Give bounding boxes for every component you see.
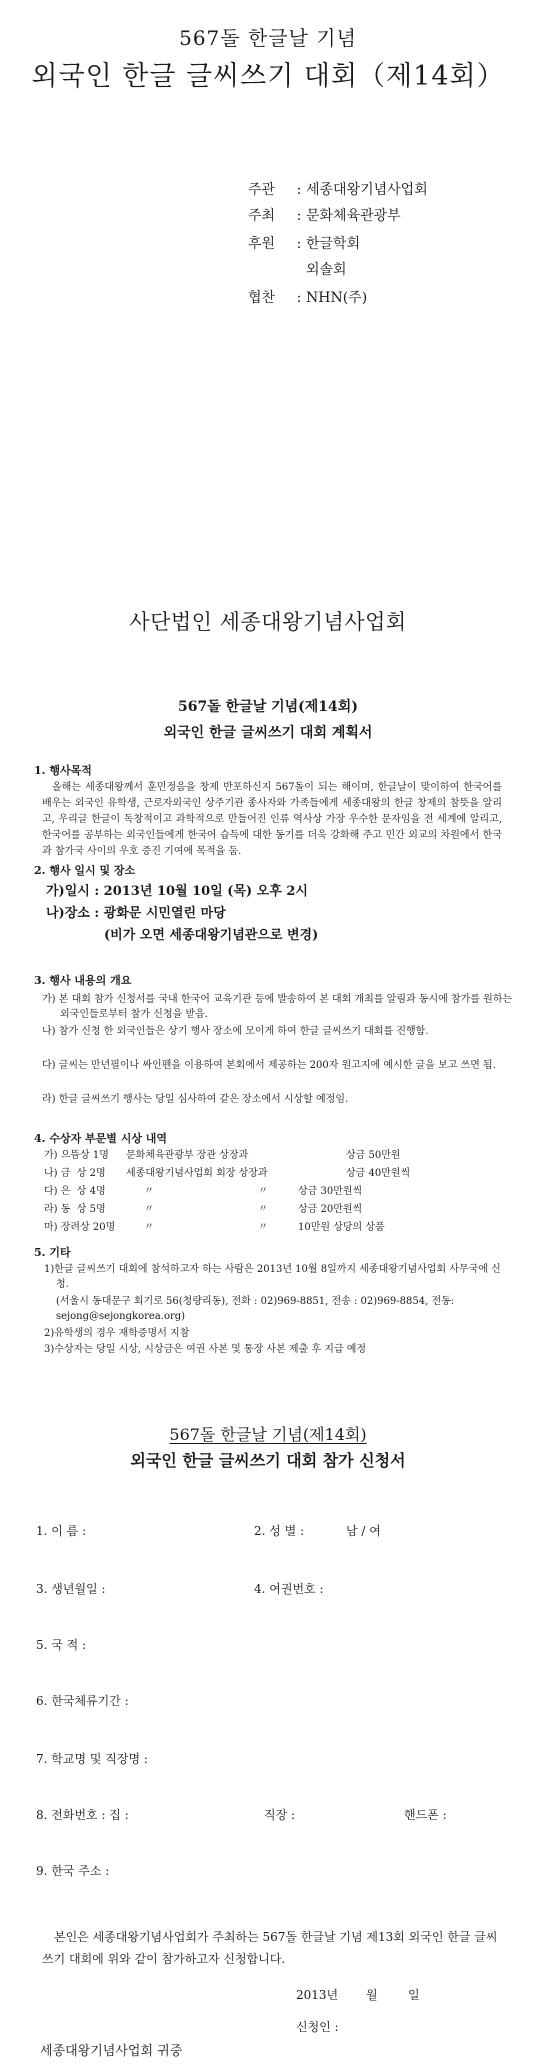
applicant-signature: 신청인 : [296,2020,339,2034]
date-month: 월 [366,1988,378,2002]
form-title-line2: 외국인 한글 글씨쓰기 대회 참가 신청서 [130,1451,406,1470]
section-purpose-heading: 1. 행사목적 [34,764,92,777]
event-place: 나)장소 : 광화문 시민열린 마당 [46,906,226,921]
form-title-line1: 567돌 한글날 기념(제14회) [169,1425,367,1444]
organizer-sponsor: 주최 : 문화체육관광부 [248,208,401,224]
organizer-support: 후원 : 한글학회 [248,236,361,252]
section-schedule-heading: 2. 행사 일시 및 장소 [34,864,136,877]
organizer-support-2: 외솔회 [306,262,347,278]
overview-item: 나) 참가 신청 한 외국인들은 상기 행사 장소에 모이게 하여 한글 글씨쓰기 대회를 진행함. [42,1026,429,1037]
event-rain-note: (비가 오면 세종대왕기념관으로 변경) [104,928,319,943]
field-phone: 8. 전화번호 : 집 : [36,1808,129,1822]
organizer-label: 주관 [248,182,276,198]
misc-item: 3)수상자는 당일 시상, 시상금은 여권 사본 및 통장 사본 제출 후 지급 예정 [44,1344,367,1355]
organizer-cosponsor: 협찬 : NHN(주) [248,290,368,306]
declaration-text: 본인은 세종대왕기념사업회가 주최하는 567돌 한글날 기념 제13회 외국인 한글 글씨쓰기 대회에 위와 같이 참가하고자 신청합니다. [42,1930,498,1966]
organizer-host: 주관 : 세종대왕기념사업회 [248,182,428,198]
prize-row: 마) 장려상 20명 〃 〃 10만원 상당의 상품 [44,1222,385,1233]
organizer-value: 문화체육관광부 [306,208,401,224]
section-prizes-heading: 4. 수상자 부문별 시상 내역 [34,1132,168,1145]
organizer-value: 한글학회 [306,236,361,252]
field-passport: 4. 여권번호 : [254,1582,324,1596]
cover-title-line2: 외국인 한글 글씨쓰기 대회（제14회） [31,61,505,92]
field-gender: 2. 성 별 : [254,1524,305,1538]
field-address: 9. 한국 주소 : [36,1864,110,1878]
overview-item: 라) 한글 글씨쓰기 행사는 당일 심사하여 같은 장소에서 시상할 예정임. [42,1094,349,1105]
association-name: 사단법인 세종대왕기념사업회 [129,610,407,634]
prize-row: 다) 은 상 4명 〃 〃 상금 30만원씩 [44,1186,363,1197]
date-year: 2013년 [296,1988,339,2002]
organizer-label: 후원 [248,236,276,252]
field-phone-work: 직장 : [264,1808,296,1822]
section-misc-heading: 5. 기타 [34,1246,71,1259]
section-purpose-text: 올해는 세종대왕께서 훈민정음을 창제 반포하신지 567돌이 되는 해이며, 한글날이 맞이하여 한국어를 배우는 외국인 유학생, 근로자외국인 상주기관 종사자와 가족들에게 세종대왕의 한글 창제의 참뜻을 알리고, 우리글 한글이 독창적이고 과학적으로 만들어진 인류 역사상 가장 우수한 문자임을 전 세계에 알리고, 한국어를 공부하는 외국인들에게 한국어 습득에 대한 동기를 더욱 강화해 주고 민간 외교의 차원에서 한국과 참가국 사이의 우호 증진 기여에 목적을 둠. [42,782,502,857]
prize-row: 가) 으뜸상 1명 문화체육관광부 장관 상장과 상금 50만원 [44,1150,401,1161]
plan-title-line1: 567돌 한글날 기념(제14회) [178,699,358,715]
field-school-workplace: 7. 학교명 및 직장명 : [36,1752,148,1766]
plan-title-line2: 외국인 한글 글씨쓰기 대회 계획서 [163,725,373,741]
overview-item: 가) 본 대회 참가 신청서를 국내 한국어 교육기관 등에 발송하여 본 대회 개최를 알림과 동시에 참가를 원하는 외국인들로부터 참가 신청을 받음. [42,994,513,1020]
misc-item: 1)한글 글씨쓰기 대회에 참석하고자 하는 사람은 2013년 10월 8일까지 세종대왕기념사업회 사무국에 신청. [44,1264,501,1290]
organizer-label: 협찬 [248,290,276,306]
field-stay-period: 6. 한국체류기간 : [36,1694,129,1708]
misc-contact: (서울시 동대문구 회기로 56(청량리동), 전화 : 02)969-8851, 전송 : 02)969-8854, 전동: sejong@sejongkorea.org) [56,1296,455,1322]
gender-options[interactable]: 남 / 여 [346,1524,381,1538]
overview-item: 다) 글씨는 만년필이나 싸인펜을 이용하여 본회에서 제공하는 200자 원고지에 예시한 글을 보고 쓰면 됨. [42,1060,496,1071]
section-overview-heading: 3. 행사 내용의 개요 [34,974,132,987]
field-phone-mobile: 핸드폰 : [404,1808,447,1822]
event-date: 가)일시 : 2013년 10월 10일 (목) 오후 2시 [46,884,308,899]
field-name: 1. 이 름 : [36,1524,87,1538]
date-day: 일 [408,1988,420,2002]
organizer-value: NHN(주) [306,290,368,306]
organizer-label: 주최 [248,208,276,224]
organizer-value: 세종대왕기념사업회 [306,182,428,198]
misc-item: 2)유학생의 경우 재학증명서 지참 [44,1328,190,1339]
recipient: 세종대왕기념사업회 귀중 [40,2044,183,2059]
field-birthdate: 3. 생년월일 : [36,1582,106,1596]
prize-row: 라) 동 상 5명 〃 〃 상금 20만원씩 [44,1204,363,1215]
cover-title-line1: 567돌 한글날 기념 [179,26,357,50]
prize-row: 나) 금 상 2명 세종대왕기념사업회 회장 상장과 상금 40만원씩 [44,1168,411,1179]
field-nationality: 5. 국 적 : [36,1638,87,1652]
